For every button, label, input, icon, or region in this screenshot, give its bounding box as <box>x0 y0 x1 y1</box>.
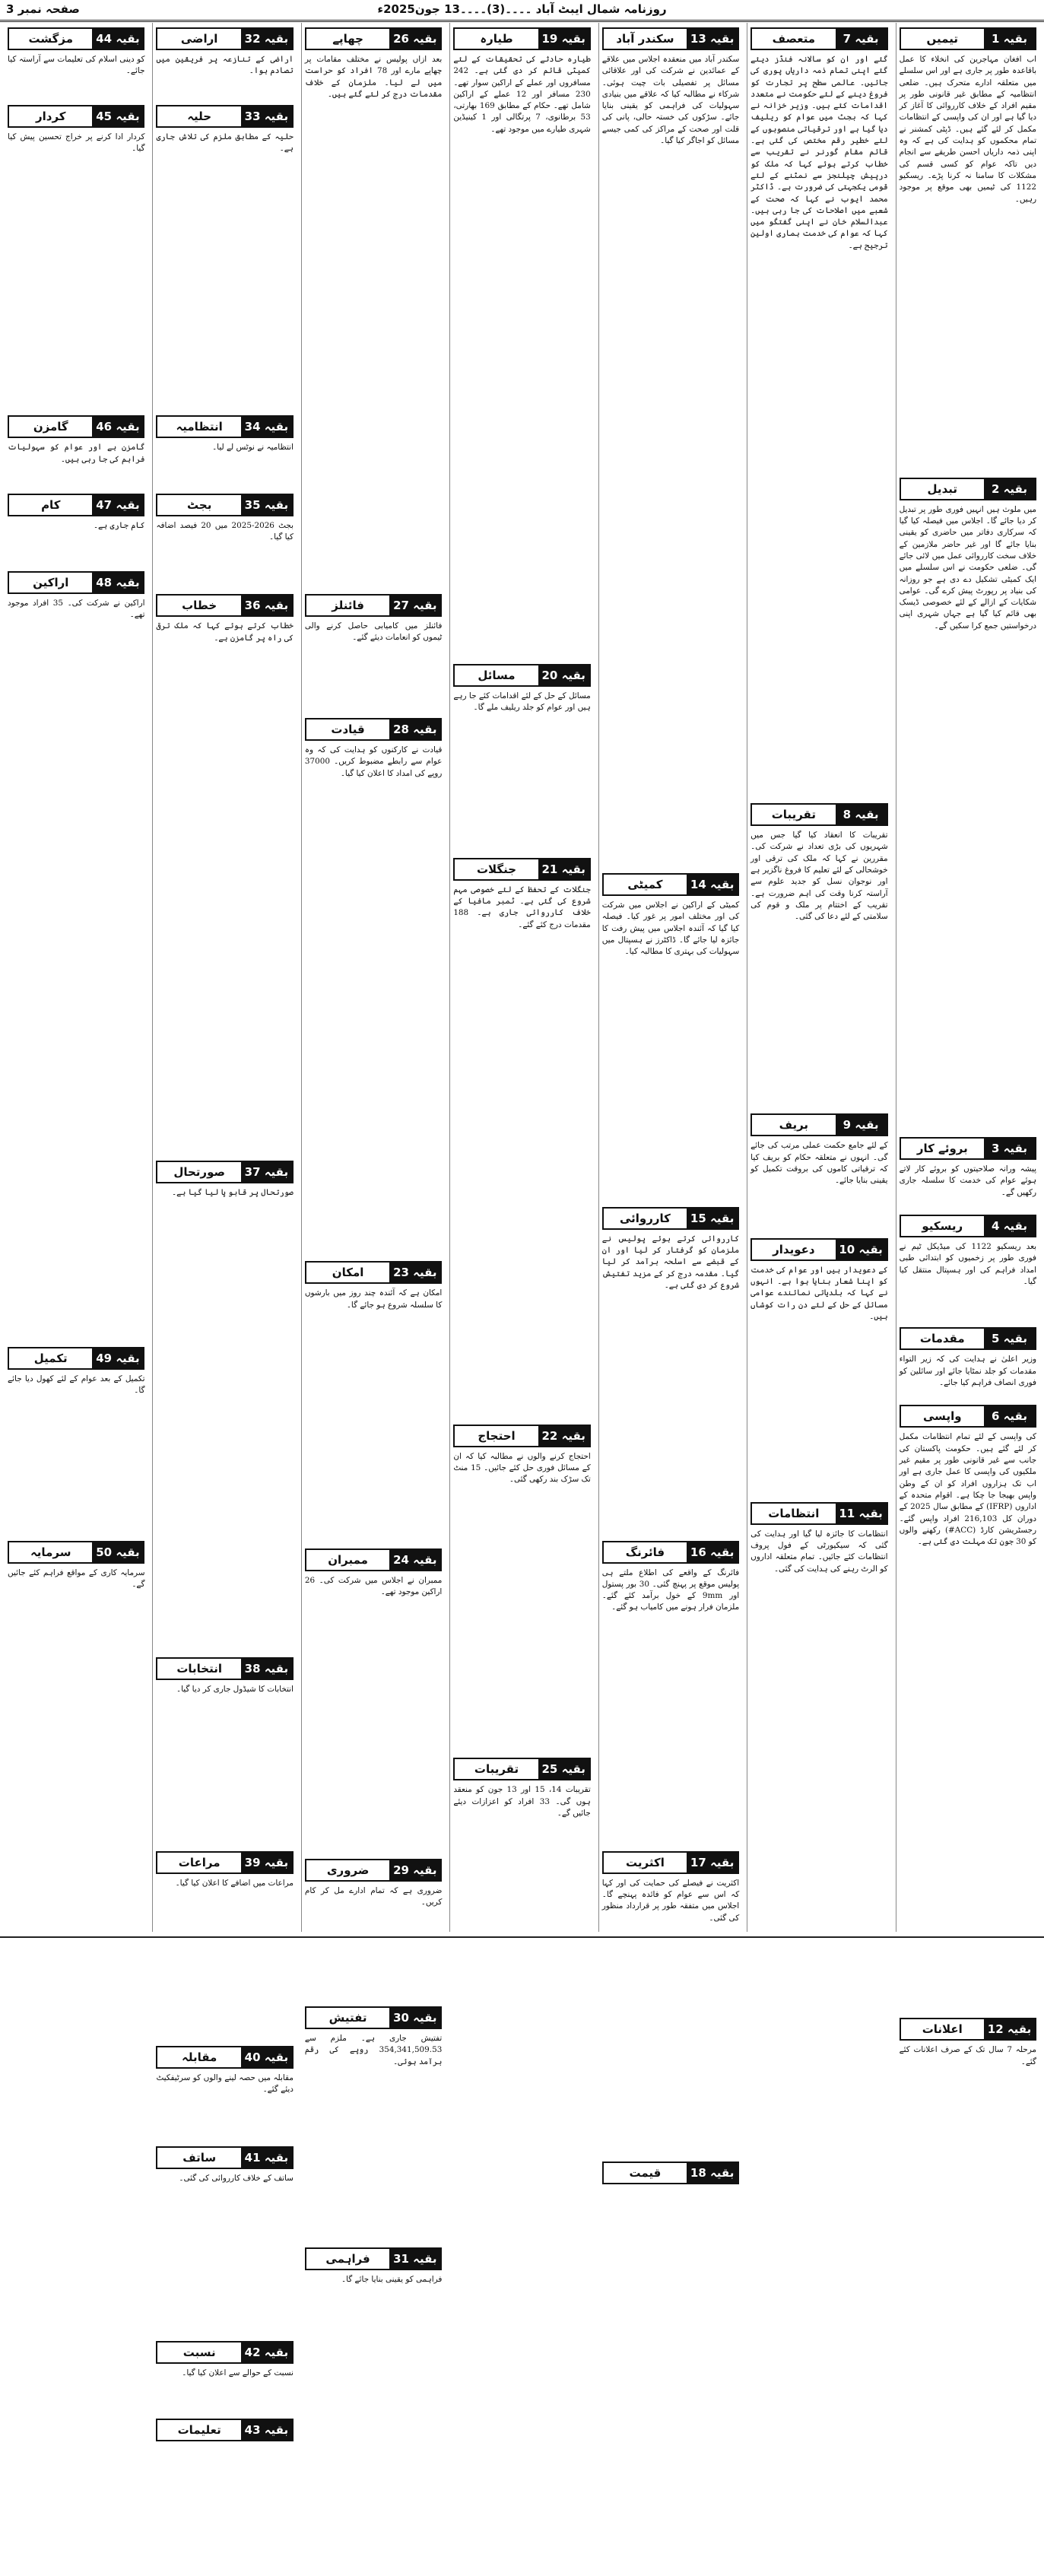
continuation-number: بقیہ 15 <box>687 1209 738 1228</box>
story-text: ضروری ہے کہ تمام ادارے مل کر کام کریں۔ <box>304 1886 443 1907</box>
story-text: تقریبات 14، 15 اور 13 جون کو منعقد ہوں گی۔ 33 افراد کو اعزازات دیئے جائیں گے۔ <box>453 1785 591 1818</box>
continuation-title: ضروری <box>306 1860 389 1880</box>
story-text: مسائل کے حل کے لئے اقدامات کئے جا رہے ہیں اور عوام کو جلد ریلیف ملے گا۔ <box>453 691 591 712</box>
continuation-heading <box>8 571 144 594</box>
continuation-number: بقیہ 29 <box>389 1860 440 1880</box>
continuation-title: طیارہ <box>455 29 538 49</box>
continuation-title: انتظامیہ <box>157 417 240 437</box>
continuation-number: بقیہ 39 <box>241 1853 292 1872</box>
continuation-number: بقیہ 18 <box>687 2163 738 2183</box>
news-column <box>152 23 296 2437</box>
story-text: کمیٹی کے اراکین نے اجلاس میں شرکت کی اور مختلف امور پر غور کیا۔ فیصلہ کیا گیا کہ آئندہ اجلاس میں پیش رفت کا جائزہ لیا جائے گا۔ ڈاکٹرز نے ہسپتال میں سہولیات کی بہتری کا مطالبہ کیا۔ <box>601 900 740 957</box>
continuation-title: کمیٹی <box>604 875 687 894</box>
story-text: بعد ریسکیو 1122 کی میڈیکل ٹیم نے فوری طور پر زخمیوں کو ابتدائی طبی امداد فراہم کی اور ہسپتال منتقل کیا گیا۔ <box>899 1242 1036 1287</box>
continuation-title: قیمت <box>604 2163 687 2183</box>
continuation-heading <box>453 1758 590 1780</box>
story-text: ساتف کے خلاف کارروائی کی گئی۔ <box>179 2174 294 2184</box>
continuation-number: بقیہ 1 <box>984 29 1035 49</box>
story-text: احتجاج کرنے والوں نے مطالبہ کیا کہ ان کے مسائل فوری حل کئے جائیں۔ 15 منٹ تک سڑک بند رکھی گئی۔ <box>453 1451 591 1485</box>
continuation-number: بقیہ 20 <box>538 665 589 685</box>
continuation-heading <box>305 1548 442 1571</box>
continuation-heading <box>900 27 1036 50</box>
continuation-title: مزگشت <box>9 29 92 49</box>
continuation-number: بقیہ 28 <box>389 719 440 739</box>
continuation-title: مسائل <box>455 665 538 685</box>
continuation-title: ساتف <box>157 2148 240 2168</box>
masthead: روزنامہ شمال ایبٹ آباد ۔۔۔۔(3)۔۔۔۔13 جون2025ء <box>377 2 667 16</box>
story-text: وزیر اعلیٰ نے ہدایت کی کہ زیر التواء مقدمات کو جلد نمٹایا جائے اور سائلین کو فوری انصاف فراہم کیا جائے۔ <box>899 1355 1036 1387</box>
continuation-title: سرمایہ <box>9 1542 92 1562</box>
continuation-title: اعلانات <box>901 2019 984 2039</box>
continuation-number: بقیہ 4 <box>984 1216 1035 1236</box>
news-columns <box>5 23 1039 2437</box>
continuation-number: بقیہ 6 <box>984 1406 1035 1426</box>
continuation-title: کارروائی <box>604 1209 687 1228</box>
continuation-heading <box>156 494 293 516</box>
continuation-number: بقیہ 47 <box>92 495 143 515</box>
continuation-number: بقیہ 40 <box>241 2047 292 2067</box>
continuation-title: اکثریت <box>604 1853 687 1872</box>
continuation-title: تبدیل <box>901 479 984 499</box>
continuation-number: بقیہ 7 <box>836 29 887 49</box>
continuation-heading <box>156 1657 293 1680</box>
news-column <box>598 23 742 2180</box>
story-text: تکمیل کے بعد عوام کے لئے کھول دیا جائے گا۔ <box>8 1374 145 1396</box>
continuation-title: چھاپے <box>306 29 389 49</box>
story-text: فائنلز میں کامیابی حاصل کرنے والی ٹیموں کو انعامات دیئے گئے۔ <box>304 621 443 643</box>
continuation-title: بجٹ <box>157 495 240 515</box>
continuation-title: نسبت <box>157 2343 240 2362</box>
story-text: مراعات میں اضافے کا اعلان کیا گیا۔ <box>175 1879 294 1888</box>
story-text: اراضی کے تنازعہ پر فریقین میں تصادم ہوا۔ <box>156 55 294 76</box>
continuation-heading <box>750 1502 887 1525</box>
story-text: کے لئے جامع حکمت عملی مرتب کی جائے گی۔ انہوں نے متعلقہ حکام کو بریف کیا کہ ترقیاتی کاموں کی بروقت تکمیل کو یقینی بنایا جائے۔ <box>750 1141 888 1186</box>
continuation-heading <box>750 803 887 826</box>
continuation-number: بقیہ 3 <box>984 1139 1035 1158</box>
continuation-title: صورتحال <box>157 1162 240 1182</box>
story-text: انتظامیہ نے نوٹس لے لیا۔ <box>212 443 294 453</box>
continuation-number: بقیہ 24 <box>389 1550 440 1570</box>
story-text: سرمایہ کاری کے مواقع فراہم کئے جائیں گے۔ <box>8 1568 145 1590</box>
continuation-heading <box>750 1113 887 1136</box>
continuation-heading <box>156 594 293 617</box>
continuation-number: بقیہ 23 <box>389 1263 440 1282</box>
continuation-heading <box>453 858 590 881</box>
continuation-title: گامزن <box>9 417 92 437</box>
story-text: صورتحال پر قابو پا لیا گیا ہے۔ <box>172 1188 294 1198</box>
continuation-number: بقیہ 9 <box>836 1115 887 1135</box>
story-text: کے دعویدار ہیں اور عوام کی خدمت کو اپنا شعار بنایا ہوا ہے۔ انہوں نے کہا کہ بلدیاتی نمائندے عوامی مسائل کے حل کے لئے دن رات کوشاں ہیں۔ <box>750 1265 888 1321</box>
continuation-title: مراعات <box>157 1853 240 1872</box>
continuation-heading <box>156 2341 293 2364</box>
continuation-heading <box>602 1851 739 1874</box>
continuation-number: بقیہ 44 <box>92 29 143 49</box>
story-text: سکندر آباد میں منعقدہ اجلاس میں علاقے کے عمائدین نے شرکت کی اور علاقائی مسائل پر تفصیلی بات چیت ہوئی۔ شرکاء نے مطالبہ کیا کہ علاقے میں بنیادی سہولیات کی فراہمی کو یقینی بنایا جائے۔ سڑکوں کی خستہ حالی، پانی کی قلت اور صحت کے مراکز کی کمی جیسے مسائل کو اجاگر کیا گیا۔ <box>601 55 740 146</box>
continuation-number: بقیہ 11 <box>836 1504 887 1523</box>
continuation-title: بریف <box>752 1115 835 1135</box>
continuation-title: بروئے کار <box>901 1139 984 1158</box>
continuation-heading <box>305 27 442 50</box>
story-text: حلیہ کے مطابق ملزم کی تلاش جاری ہے۔ <box>156 132 294 154</box>
story-text: میں ملوث ہیں انہیں فوری طور پر تبدیل کر دیا جائے گا۔ اجلاس میں فیصلہ کیا گیا کہ سرکاری دفاتر میں حاضری کو یقینی بنایا جائے گا اور غیر حاضر ملازمین کے خلاف سخت کارروائی عمل میں لائی جائے گی۔ ضلعی حکومت نے اس سلسلے میں ایک کمیٹی تشکیل دے دی ہے جو روزانہ کی بنیاد پر رپورٹ پیش کرے گی۔ عوامی شکایات کے ازالے کے لئے خصوصی ڈیسک بھی قائم کیا گیا ہے جہاں شہری اپنی درخواستیں جمع کرا سکیں گے۔ <box>899 504 1036 631</box>
continuation-title: اراضی <box>157 29 240 49</box>
continuation-number: بقیہ 21 <box>538 859 589 879</box>
continuation-number: بقیہ 42 <box>241 2343 292 2362</box>
continuation-title: جنگلات <box>455 859 538 879</box>
continuation-title: تقریبات <box>752 805 835 824</box>
continuation-title: متعصف <box>752 29 835 49</box>
story-text: کام جاری ہے۔ <box>93 520 145 530</box>
continuation-heading <box>602 1207 739 1230</box>
continuation-number: بقیہ 43 <box>241 2420 292 2440</box>
story-text: تفتیش جاری ہے۔ ملزم سے 354,341,509.53 روپے کی رقم برآمد ہوئی۔ <box>304 2034 443 2066</box>
continuation-heading <box>602 1541 739 1564</box>
continuation-heading <box>453 1425 590 1447</box>
continuation-heading <box>900 1327 1036 1350</box>
continuation-heading <box>156 27 293 50</box>
continuation-heading <box>453 664 590 687</box>
story-text: کردار ادا کرنے پر خراج تحسین پیش کیا گیا۔ <box>8 132 145 154</box>
continuation-heading <box>8 105 144 128</box>
continuation-title: احتجاج <box>455 1426 538 1446</box>
news-column <box>896 23 1039 2066</box>
continuation-heading <box>900 1215 1036 1237</box>
continuation-title: امکان <box>306 1263 389 1282</box>
continuation-heading <box>602 27 739 50</box>
continuation-title: تعلیمات <box>157 2420 240 2440</box>
story-text: انتخابات کا شیڈول جاری کر دیا گیا۔ <box>176 1685 294 1695</box>
continuation-number: بقیہ 16 <box>687 1542 738 1562</box>
story-text: گئے اور ان کو سالانہ فنڈز دیئے گئے اپنی تمام ذمہ داریاں پوری کی جائیں۔ عالمی سطح پر تجارت کو فروغ دینے کے لئے حکومت نے متعدد اقدامات کئے ہیں۔ وزیر خزانہ نے کہا کہ بجٹ میں عوام کو ریلیف دیا گیا ہے اور ترقیاتی منصوبوں کے لئے خطیر رقم مختص کی گئی ہے۔ قائم مقام گورنر نے تقریب سے خطاب کرتے ہوئے کہا کہ ملک کو درپیش چیلنجز سے نمٹنے کے لئے قومی یکجہتی کی ضرورت ہے۔ ڈاکٹر محمد ایوب نے کہا کہ صحت کے شعبے میں اصلاحات کی جا رہی ہیں۔ عبدالسلام خان نے اپنی گفتگو میں کہا کہ عوام کی خدمت ہماری اولین ترجیح ہے۔ <box>750 55 888 250</box>
continuation-title: انتخابات <box>157 1659 240 1679</box>
continuation-title: فراہمی <box>306 2249 389 2269</box>
continuation-title: مقابلہ <box>157 2047 240 2067</box>
continuation-heading <box>305 2247 442 2270</box>
continuation-number: بقیہ 10 <box>836 1240 887 1259</box>
continuation-number: بقیہ 33 <box>241 106 292 126</box>
continuation-number: بقیہ 48 <box>92 573 143 592</box>
story-text: انتظامات کا جائزہ لیا گیا اور ہدایت کی گئی کہ سیکیورٹی کے فول پروف انتظامات کئے جائیں۔ تمام متعلقہ اداروں کو الرٹ رہنے کی ہدایت کی گئی۔ <box>750 1529 888 1574</box>
continuation-heading <box>156 1161 293 1183</box>
continuation-number: بقیہ 37 <box>241 1162 292 1182</box>
continuation-heading <box>8 1541 144 1564</box>
continuation-title: ریسکیو <box>901 1216 984 1236</box>
continuation-heading <box>8 27 144 50</box>
continuation-title: خطاب <box>157 596 240 615</box>
continuation-number: بقیہ 26 <box>389 29 440 49</box>
continuation-number: بقیہ 12 <box>984 2019 1035 2039</box>
continuation-title: مقدمات <box>901 1329 984 1348</box>
continuation-number: بقیہ 8 <box>836 805 887 824</box>
page-footer-rule <box>0 1936 1044 1947</box>
continuation-title: تیمیں <box>901 29 984 49</box>
continuation-number: بقیہ 27 <box>389 596 440 615</box>
story-text: تقریبات کا انعقاد کیا گیا جس میں شہریوں کی بڑی تعداد نے شرکت کی۔ مقررین نے کہا کہ ملک کی ترقی اور خوشحالی کے لئے تعلیم کا فروغ ناگزیر ہے اور نوجوان نسل کو جدید علوم سے آراستہ کرنا وقت کی اہم ضرورت ہے۔ تقریب کے اختتام پر ملک و قوم کی سلامتی کے لئے دعا کی گئی۔ <box>750 831 888 922</box>
continuation-title: ممبران <box>306 1550 389 1570</box>
continuation-heading <box>900 2018 1036 2041</box>
continuation-heading <box>900 1137 1036 1160</box>
news-column <box>301 23 445 2284</box>
story-text: طیارہ حادثے کی تحقیقات کے لئے کمیٹی قائم کر دی گئی ہے۔ 242 مسافروں اور عملے کے اراکین سوار تھے۔ 230 مسافر اور 12 عملے کے اراکین شامل تھے۔ حکام کے مطابق 169 بھارتی، 53 برطانوی، 7 پرتگالی اور 1 کینیڈین شہری طیارے میں موجود تھے۔ <box>453 55 591 134</box>
continuation-heading <box>453 27 590 50</box>
continuation-number: بقیہ 36 <box>241 596 292 615</box>
continuation-heading <box>750 27 887 50</box>
story-text: قیادت نے کارکنوں کو ہدایت کی کہ وہ عوام سے رابطے مضبوط کریں۔ 37000 روپے کی امداد کا اعلان کیا گیا۔ <box>304 745 443 778</box>
continuation-number: بقیہ 5 <box>984 1329 1035 1348</box>
continuation-heading <box>305 718 442 741</box>
continuation-heading <box>305 1859 442 1882</box>
continuation-number: بقیہ 49 <box>92 1348 143 1368</box>
story-text: مرحلہ 7 سال تک کے صرف اعلانات کئے گئے۔ <box>899 2045 1037 2066</box>
story-text: امکان ہے کہ آئندہ چند روز میں بارشوں کا سلسلہ شروع ہو جائے گا۔ <box>304 1288 443 1310</box>
continuation-title: دعویدار <box>752 1240 835 1259</box>
continuation-title: اراکین <box>9 573 92 592</box>
story-text: ممبران نے اجلاس میں شرکت کی۔ 26 اراکین موجود تھے۔ <box>304 1575 443 1597</box>
story-text: بجٹ 2026-2025 میں 20 فیصد اضافہ کیا گیا۔ <box>156 520 294 542</box>
story-text: کارروائی کرتے ہوئے پولیس نے ملزمان کو گرفتار کر لیا اور ان کے قبضے سے اسلحہ برآمد کر لیا گیا۔ مقدمہ درج کر کے مزید تفتیش شروع کر دی گئی ہے۔ <box>601 1234 740 1290</box>
story-text: اکثریت نے فیصلے کی حمایت کی اور کہا کہ اس سے عوام کو فائدہ پہنچے گا۔ اجلاس میں متفقہ طور پر قرارداد منظور کی گئی۔ <box>601 1878 740 1923</box>
continuation-number: بقیہ 35 <box>241 495 292 515</box>
continuation-heading <box>305 1261 442 1284</box>
continuation-title: قیادت <box>306 719 389 739</box>
continuation-heading <box>305 594 442 617</box>
continuation-number: بقیہ 19 <box>538 29 589 49</box>
continuation-number: بقیہ 50 <box>92 1542 143 1562</box>
page-header <box>0 0 1044 22</box>
continuation-number: بقیہ 13 <box>687 29 738 49</box>
story-text: فراہمی کو یقینی بنایا جائے گا۔ <box>341 2274 443 2284</box>
story-text: گامزن ہے اور عوام کو سہولیات فراہم کی جا رہی ہیں۔ <box>8 443 145 464</box>
continuation-title: واپسی <box>901 1406 984 1426</box>
continuation-heading <box>900 1405 1036 1428</box>
continuation-title: حلیہ <box>157 106 240 126</box>
continuation-title: کردار <box>9 106 92 126</box>
continuation-heading <box>156 1851 293 1874</box>
continuation-number: بقیہ 41 <box>241 2148 292 2168</box>
news-column <box>449 23 593 1932</box>
continuation-heading <box>602 873 739 896</box>
continuation-number: بقیہ 32 <box>241 29 292 49</box>
continuation-heading <box>156 105 293 128</box>
continuation-heading <box>8 494 144 516</box>
continuation-number: بقیہ 2 <box>984 479 1035 499</box>
page-number: صفحہ نمبر 3 <box>6 2 80 16</box>
continuation-number: بقیہ 14 <box>687 875 738 894</box>
story-text: خطاب کرتے ہوئے کہا کہ ملک ترقی کی راہ پر گامزن ہے۔ <box>156 621 294 643</box>
continuation-title: تقریبات <box>455 1759 538 1779</box>
continuation-number: بقیہ 30 <box>389 2008 440 2028</box>
story-text: اب افغان مہاجرین کی انخلاء کا عمل باقاعدہ طور پر جاری ہے اور اس سلسلے میں متعلقہ ادارے متحرک ہیں۔ ضلعی انتظامیہ کے مطابق غیر قانونی طور پر مقیم افراد کے خلاف کارروائی کا آغاز کر دیا گیا ہے اور ان کی واپسی کے انتظامات مکمل کر لئے گئے ہیں۔ ڈپٹی کمشنر نے تمام محکموں کو ہدایت کی ہے کہ وہ اپنی ذمہ داریاں احسن طریقے سے انجام دیں تاکہ عوام کو کسی قسم کی مشکلات کا سامنا نہ کرنا پڑے۔ ریسکیو 1122 کی ٹیمیں بھی موقع پر موجود رہیں۔ <box>899 55 1036 204</box>
continuation-heading <box>156 2146 293 2169</box>
continuation-title: فائرنگ <box>604 1542 687 1562</box>
continuation-heading <box>156 2419 293 2441</box>
story-text: نسبت کے حوالے سے اعلان کیا گیا۔ <box>182 2368 294 2377</box>
story-text: بعد ازاں پولیس نے مختلف مقامات پر چھاپے مارے اور 78 افراد کو حراست میں لے لیا۔ ملزمان کے خلاف مقدمات درج کر لئے گئے ہیں۔ <box>304 55 443 99</box>
continuation-number: بقیہ 17 <box>687 1853 738 1872</box>
continuation-title: تفتیش <box>306 2008 389 2028</box>
news-column <box>747 23 890 1932</box>
story-text: کی واپسی کے لئے تمام انتظامات مکمل کر لئے گئے ہیں۔ حکومت پاکستان کی جانب سے غیر قانونی طور پر مقیم غیر ملکیوں کی واپسی کا عمل جاری ہے اور اب تک ہزاروں افراد کو ان کے وطن واپس بھیجا جا چکا ہے۔ اقوام متحدہ کے اداروں (IFRP) کے مطابق سال 2025 کے دوران کل 216,103 افراد واپس گئے۔ رجسٹریشن کارڈ (ACC#) رکھنے والوں کو 30 جون تک مہلت دی گئی ہے۔ <box>899 1432 1037 1547</box>
news-column <box>5 23 148 1932</box>
continuation-title: کام <box>9 495 92 515</box>
story-text: فائرنگ کے واقعے کی اطلاع ملتے ہی پولیس موقع پر پہنچ گئی۔ 30 بور پستول اور 9mm کے خول برآمد کئے گئے۔ ملزمان فرار ہونے میں کامیاب ہو گئے۔ <box>601 1568 740 1612</box>
continuation-number: بقیہ 31 <box>389 2249 440 2269</box>
story-text: جنگلات کے تحفظ کے لئے خصوصی مہم شروع کی گئی ہے۔ ٹمبر مافیا کے خلاف کارروائی جاری ہے۔ 188 مقدمات درج کئے گئے۔ <box>453 885 591 929</box>
continuation-number: بقیہ 22 <box>538 1426 589 1446</box>
continuation-number: بقیہ 38 <box>241 1659 292 1679</box>
continuation-heading <box>8 415 144 438</box>
continuation-title: انتظامات <box>752 1504 835 1523</box>
continuation-heading <box>156 2046 293 2069</box>
continuation-heading <box>900 478 1036 500</box>
story-text: مقابلہ میں حصہ لینے والوں کو سرٹیفکیٹ دیئے گئے۔ <box>156 2073 294 2094</box>
continuation-heading <box>156 415 293 438</box>
continuation-heading <box>602 2161 739 2184</box>
continuation-title: سکندر آباد <box>604 29 687 49</box>
story-text: پیشہ ورانہ صلاحیتوں کو بروئے کار لاتے ہوئے عوام کی خدمت کا سلسلہ جاری رکھیں گے۔ <box>899 1164 1036 1197</box>
continuation-title: تکمیل <box>9 1348 92 1368</box>
continuation-heading <box>305 2006 442 2029</box>
story-text: اراکین نے شرکت کی۔ 35 افراد موجود تھے۔ <box>8 598 145 620</box>
continuation-heading <box>750 1238 887 1261</box>
continuation-number: بقیہ 46 <box>92 417 143 437</box>
continuation-number: بقیہ 25 <box>538 1759 589 1779</box>
continuation-title: فائنلز <box>306 596 389 615</box>
continuation-number: بقیہ 34 <box>241 417 292 437</box>
continuation-heading <box>8 1347 144 1370</box>
story-text: کو دینی اسلام کی تعلیمات سے آراستہ کیا جائے۔ <box>8 55 145 76</box>
continuation-number: بقیہ 45 <box>92 106 143 126</box>
